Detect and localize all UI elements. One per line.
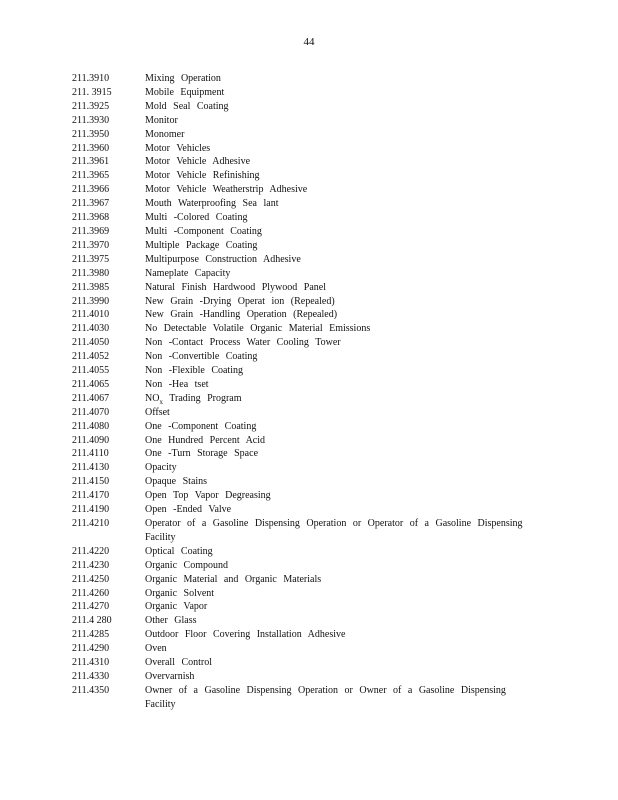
- defined-term: Motor Vehicle Adhesive: [145, 156, 251, 168]
- section-number: 211.4350: [72, 684, 110, 696]
- defined-term: Operator of a Gasoline Dispensing Operation or Operator of a Gasoline Dispensing Facility: [145, 518, 523, 543]
- definition-entry: [72, 517, 542, 545]
- definition-entry: [72, 670, 542, 684]
- section-number: 211.4230: [72, 559, 110, 571]
- section-number: 211.4285: [72, 629, 110, 641]
- section-number: 211.3975: [72, 253, 110, 265]
- defined-term: Open Top Vapor Degreasing: [145, 490, 271, 502]
- defined-term: Non -Hea tset: [145, 378, 209, 390]
- defined-term: Opacity: [145, 462, 177, 474]
- definition-entry: [72, 364, 542, 378]
- defined-term: Natural Finish Hardwood Plywood Panel: [145, 281, 326, 293]
- definition-entry: [72, 183, 542, 197]
- defined-term: Overall Control: [145, 657, 213, 669]
- definition-entry: [72, 573, 542, 587]
- defined-term: Oven: [145, 643, 167, 655]
- defined-term: Other Glass: [145, 615, 197, 627]
- definition-entry: [72, 142, 542, 156]
- definition-entry: [72, 128, 542, 142]
- definition-entry: [72, 155, 542, 169]
- definition-entry: [72, 503, 542, 517]
- section-number: 211.4330: [72, 670, 110, 682]
- section-number: 211.4030: [72, 323, 110, 335]
- defined-term: New Grain -Handling Operation (Repealed): [145, 309, 338, 321]
- definition-entry: [72, 559, 542, 573]
- defined-term: Monomer: [145, 128, 185, 140]
- section-number: 211.4067: [72, 392, 110, 404]
- definition-entry: [72, 600, 542, 614]
- section-number: 211.3966: [72, 184, 110, 196]
- defined-term: One -Turn Storage Space: [145, 448, 259, 460]
- section-number: 211.3990: [72, 295, 110, 307]
- section-number: 211.3967: [72, 198, 110, 210]
- defined-term: Multipurpose Construction Adhesive: [145, 253, 301, 265]
- defined-term: Monitor: [145, 114, 178, 126]
- defined-term: Organic Compound: [145, 559, 228, 571]
- definition-entry: [72, 447, 542, 461]
- definition-entry: [72, 169, 542, 183]
- section-number: 211.3970: [72, 239, 110, 251]
- definition-entry: [72, 392, 542, 406]
- defined-term: Motor Vehicles: [145, 142, 211, 154]
- defined-term: Multiple Package Coating: [145, 239, 258, 251]
- definition-entry: [72, 642, 542, 656]
- section-number: 211.4070: [72, 406, 110, 418]
- section-number: 211.3985: [72, 281, 110, 293]
- defined-term: Non -Flexible Coating: [145, 365, 243, 377]
- section-number: 211.4190: [72, 504, 110, 516]
- definition-entry: [72, 461, 542, 475]
- defined-term: Outdoor Floor Covering Installation Adhesive: [145, 629, 346, 641]
- defined-term: Motor Vehicle Weatherstrip Adhesive: [145, 184, 308, 196]
- section-number: 211.4130: [72, 462, 110, 474]
- definition-entry: [72, 587, 542, 601]
- definition-entry: [72, 475, 542, 489]
- defined-term: Mouth Waterproofing Sea lant: [145, 198, 279, 210]
- defined-term: Optical Coating: [145, 545, 213, 557]
- term-suffix: Trading Program: [162, 392, 242, 404]
- section-number: 211.3980: [72, 267, 110, 279]
- defined-term: One -Component Coating: [145, 420, 257, 432]
- definition-entry: [72, 684, 542, 712]
- defined-term: Multi -Component Coating: [145, 225, 262, 237]
- definition-entry: [72, 281, 542, 295]
- defined-term: Mobile Equipment: [145, 86, 225, 98]
- defined-term: Offset: [145, 406, 170, 418]
- definition-entry: [72, 434, 542, 448]
- section-number: 211.4260: [72, 587, 110, 599]
- defined-term: Nameplate Capacity: [145, 267, 231, 279]
- definition-entry: [72, 86, 542, 100]
- definition-entry: [72, 336, 542, 350]
- section-number: 211.4250: [72, 573, 110, 585]
- defined-term: Non -Convertible Coating: [145, 351, 258, 363]
- definition-entry: [72, 197, 542, 211]
- definition-entry: [72, 420, 542, 434]
- defined-term: No Detectable Volatile Organic Material Emissions: [145, 323, 371, 335]
- section-number: 211.4052: [72, 351, 110, 363]
- definition-entry: [72, 295, 542, 309]
- defined-term: Organic Vapor: [145, 601, 208, 613]
- term-prefix: NO: [145, 392, 160, 404]
- definition-entry: [72, 239, 542, 253]
- section-number: 211.4055: [72, 365, 110, 377]
- page-number: 44: [303, 36, 315, 48]
- section-number: 211.3960: [72, 142, 110, 154]
- defined-term: Non -Contact Process Water Cooling Tower: [145, 337, 341, 349]
- defined-term: Opaque Stains: [145, 476, 208, 488]
- definition-entry: [72, 656, 542, 670]
- section-number: 211.3925: [72, 100, 110, 112]
- section-number: 211.4220: [72, 545, 110, 557]
- section-number: 211.4110: [72, 448, 109, 460]
- defined-term: Organic Material and Organic Materials: [145, 573, 322, 585]
- section-number: 211.3961: [72, 156, 110, 168]
- definition-entry: [72, 267, 542, 281]
- section-number: 211.3930: [72, 114, 110, 126]
- defined-term: Owner of a Gasoline Dispensing Operation or Owner of a Gasoline Dispensing Facility: [145, 684, 506, 710]
- definition-entry: [72, 253, 542, 267]
- section-number: 211.3950: [72, 128, 110, 140]
- section-number: 211.3965: [72, 170, 110, 182]
- section-number: 211.4090: [72, 434, 110, 446]
- definition-entry: [72, 378, 542, 392]
- defined-term: Overvarnish: [145, 670, 195, 682]
- section-number: 211.4290: [72, 643, 110, 655]
- section-number: 211.4050: [72, 337, 110, 349]
- definition-entry: [72, 72, 542, 86]
- definition-entry: [72, 406, 542, 420]
- section-number: 211.4010: [72, 309, 110, 321]
- section-number: 211.4210: [72, 518, 110, 529]
- section-number: 211.3969: [72, 225, 110, 237]
- definition-entry: [72, 489, 542, 503]
- definition-entry: [72, 114, 542, 128]
- definition-entry: [72, 322, 542, 336]
- defined-term: Organic Solvent: [145, 587, 215, 599]
- defined-term: Multi -Colored Coating: [145, 212, 248, 224]
- definition-entry: [72, 614, 542, 628]
- section-number: 211. 3915: [72, 86, 112, 98]
- definition-entry: [72, 308, 542, 322]
- term-subscript: x: [159, 397, 163, 406]
- defined-term: [145, 392, 542, 406]
- section-number: 211.3910: [72, 73, 110, 84]
- definition-entry: [72, 350, 542, 364]
- section-number: 211.4270: [72, 601, 110, 613]
- definition-entry: [72, 211, 542, 225]
- defined-term: New Grain -Drying Operat ion (Repealed): [145, 295, 335, 307]
- definition-entry: [72, 100, 542, 114]
- section-number: 211.4080: [72, 420, 110, 432]
- defined-term: One Hundred Percent Acid: [145, 434, 266, 446]
- defined-term: Mixing Operation: [145, 73, 221, 84]
- section-number: 211.4 280: [72, 615, 112, 627]
- defined-term: Motor Vehicle Refinishing: [145, 170, 260, 182]
- definition-entry: [72, 225, 542, 239]
- section-number: 211.4310: [72, 657, 110, 669]
- section-number: 211.4170: [72, 490, 110, 502]
- section-number: 211.4150: [72, 476, 110, 488]
- definition-entry: [72, 628, 542, 642]
- defined-term: Open -Ended Valve: [145, 504, 232, 516]
- section-number: 211.4065: [72, 378, 110, 390]
- definition-entry: [72, 545, 542, 559]
- defined-term: Mold Seal Coating: [145, 100, 229, 112]
- section-number: 211.3968: [72, 212, 110, 224]
- definitions-index-list: [72, 72, 542, 712]
